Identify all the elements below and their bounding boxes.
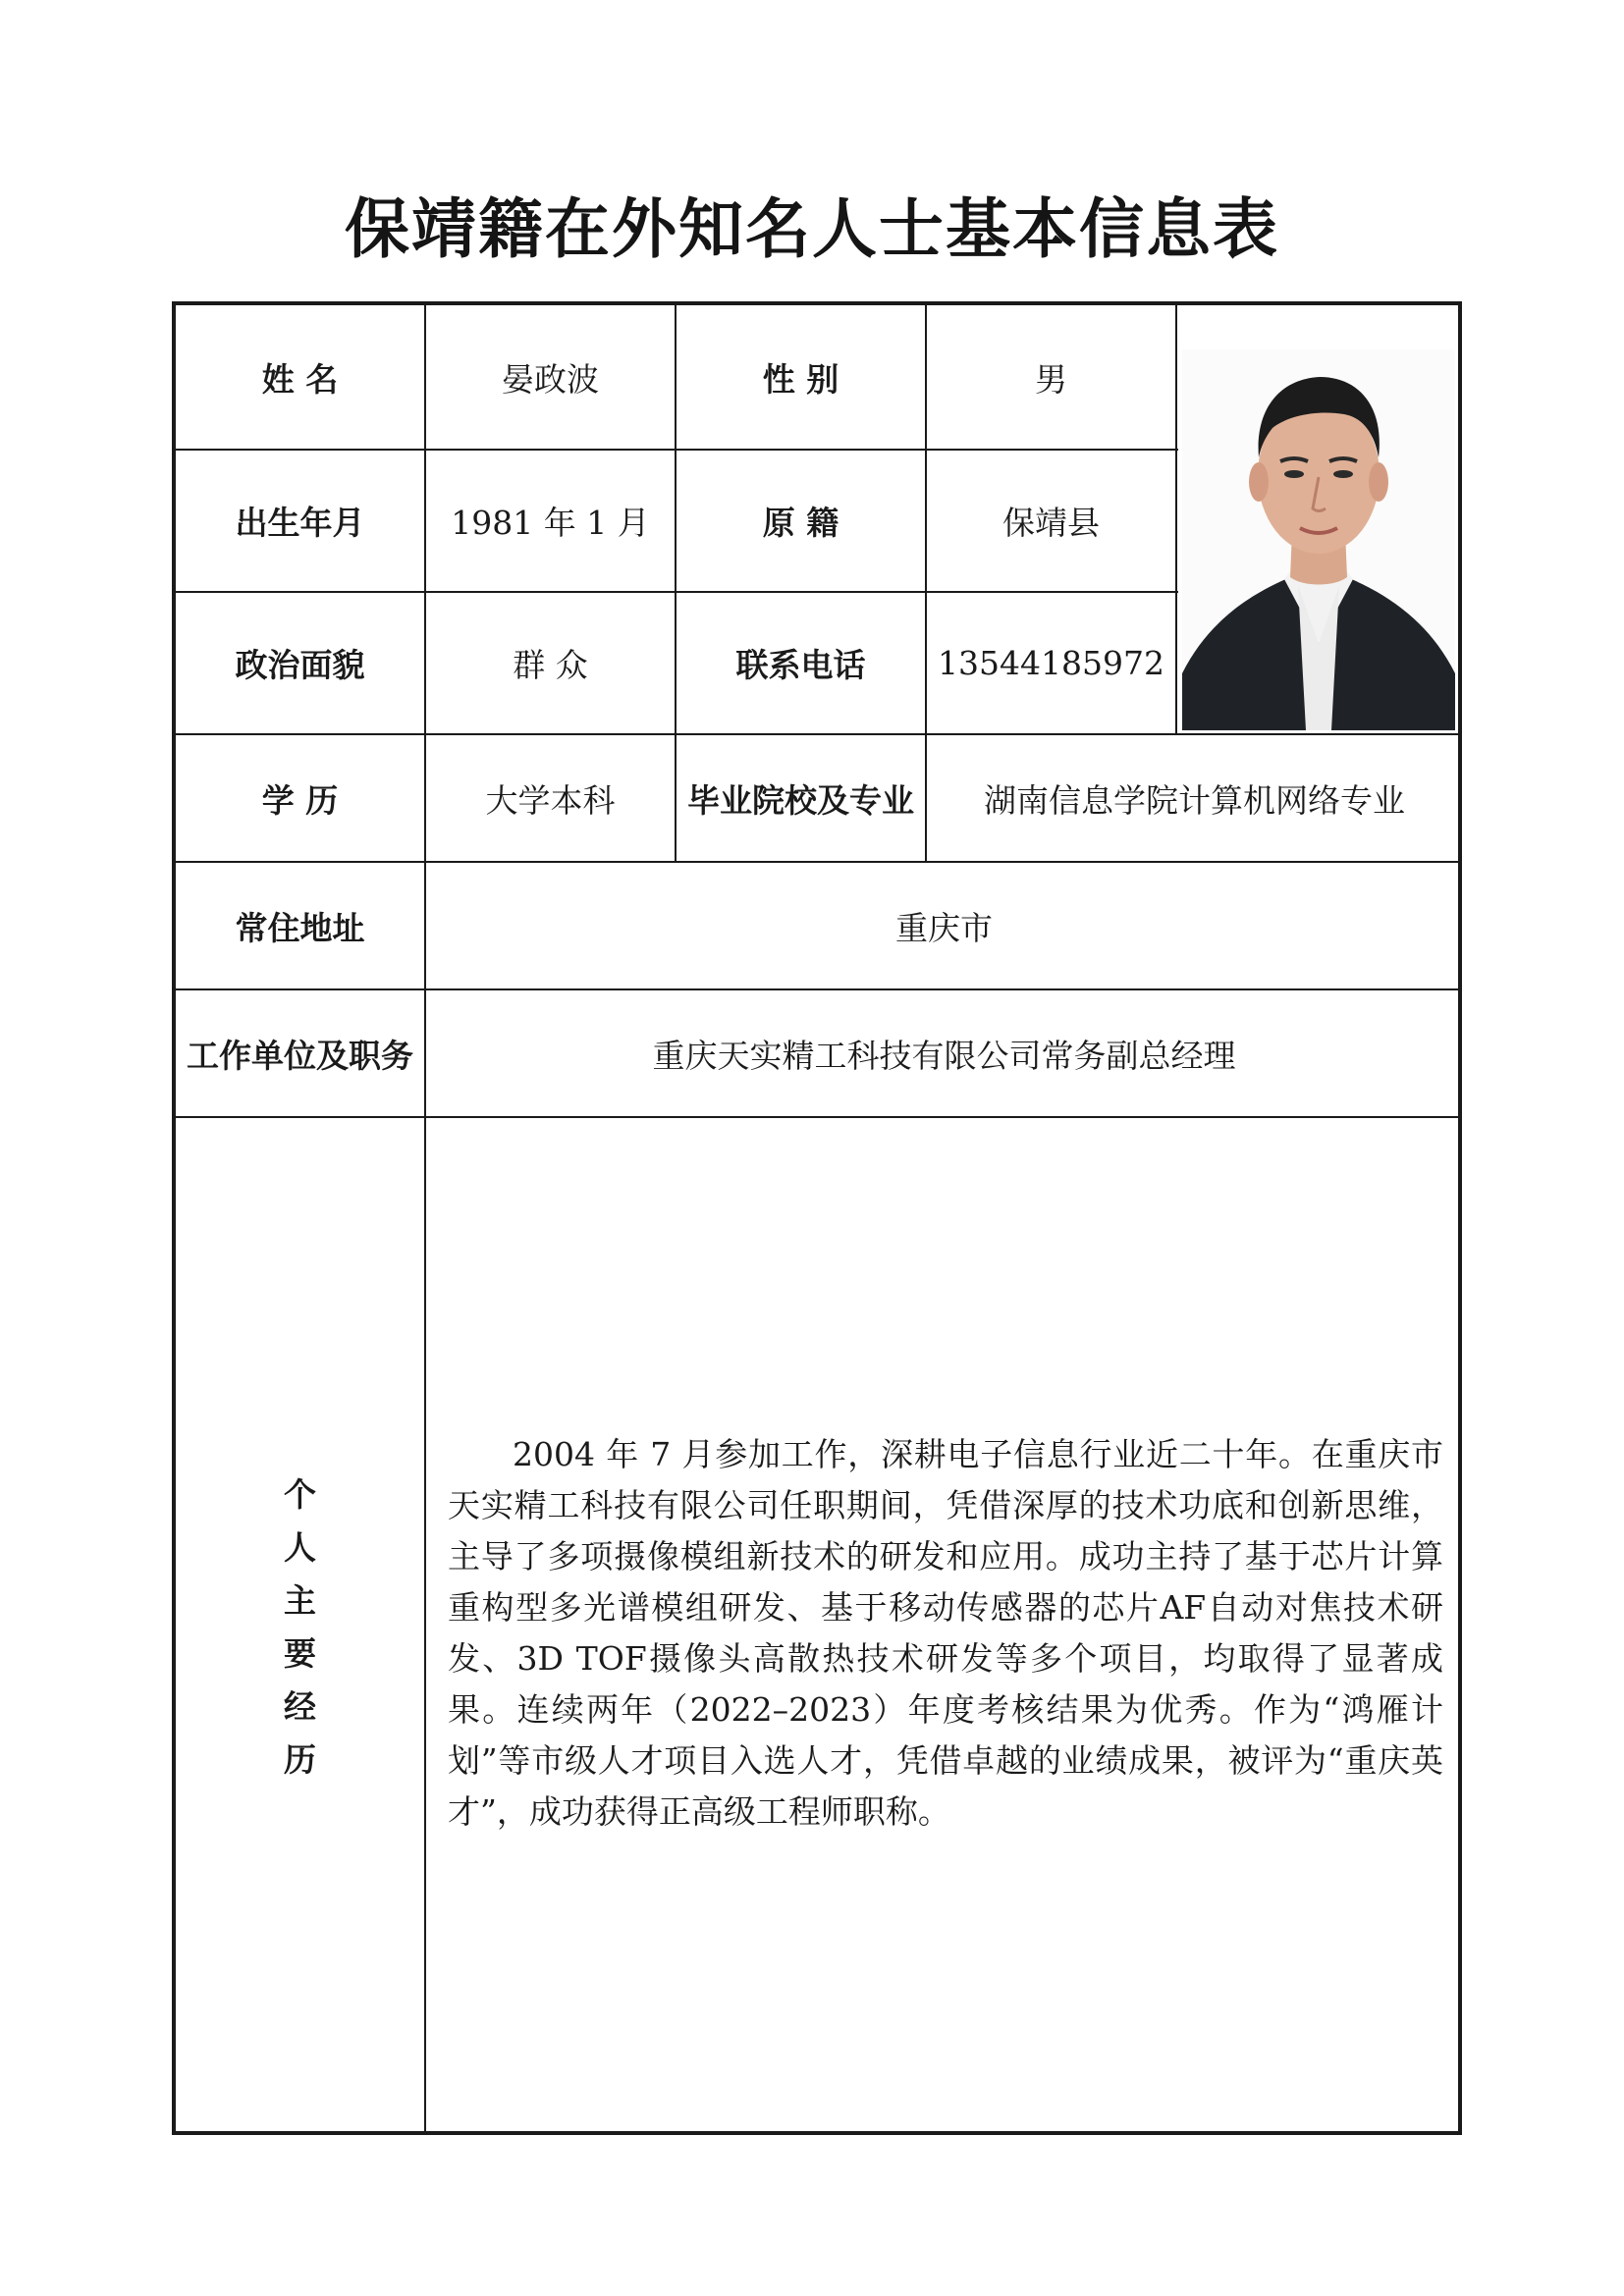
- education-label: 学 历: [261, 780, 339, 820]
- address-label: 常住地址: [235, 908, 365, 947]
- origin-label: 原 籍: [762, 504, 839, 542]
- gender-value: 男: [1035, 359, 1067, 399]
- political-value: 群 众: [513, 646, 588, 684]
- experience-label-char: 个: [284, 1475, 316, 1514]
- birth-label: 出生年月: [235, 504, 365, 542]
- work-label: 工作单位及职务: [187, 1036, 413, 1075]
- name-label: 姓 名: [261, 359, 339, 399]
- portrait-image: [1182, 349, 1455, 730]
- school-value: 湖南信息学院计算机网络专业: [984, 780, 1405, 820]
- political-label: 政治面貌: [235, 646, 365, 684]
- education-value: 大学本科: [485, 780, 616, 820]
- name-value: 晏政波: [502, 359, 599, 399]
- column-divider: [1175, 305, 1177, 733]
- experience-label-char: 主: [284, 1581, 316, 1620]
- work-value: 重庆天实精工科技有限公司常务副总经理: [652, 1036, 1236, 1075]
- origin-value: 保靖县: [1002, 504, 1100, 542]
- experience-label-char: 历: [284, 1740, 316, 1779]
- experience-label-char: 人: [284, 1528, 316, 1567]
- address-value: 重庆市: [895, 908, 993, 947]
- birth-value: 1981 年 1 月: [451, 504, 650, 542]
- gender-label: 性 别: [762, 359, 839, 399]
- page-title: 保靖籍在外知名人士基本信息表: [345, 190, 1279, 267]
- experience-text: 2004 年 7 月参加工作，深耕电子信息行业近二十年。在重庆市天实精工科技有限公司任职期间，凭借深厚的技术功底和创新思维，主导了多项摄像模组新技术的研发和应用。成功主持了基于芯片计算重构型多光谱模组研发、基于移动传感器的芯片AF自动对焦技术研发、3D TOF摄像头高散热技术研发等多个项目，均取得了显著成果。连续两年（2022–2023）年度考核结果为优秀。作为“鸿雁计划”等市级人才项目入选人才，凭借卓越的业绩成果，被评为“重庆英才”，成功获得正高级工程师职称。: [448, 1435, 1443, 1831]
- phone-value: 13544185972: [938, 644, 1164, 682]
- phone-label: 联系电话: [735, 646, 866, 684]
- experience-label-char: 经: [284, 1687, 316, 1726]
- experience-label: [176, 1116, 424, 2139]
- experience-label-char: 要: [284, 1634, 316, 1673]
- portrait-photo: [1182, 349, 1455, 730]
- school-label: 毕业院校及专业: [687, 780, 914, 820]
- info-form-table: [172, 301, 1462, 2135]
